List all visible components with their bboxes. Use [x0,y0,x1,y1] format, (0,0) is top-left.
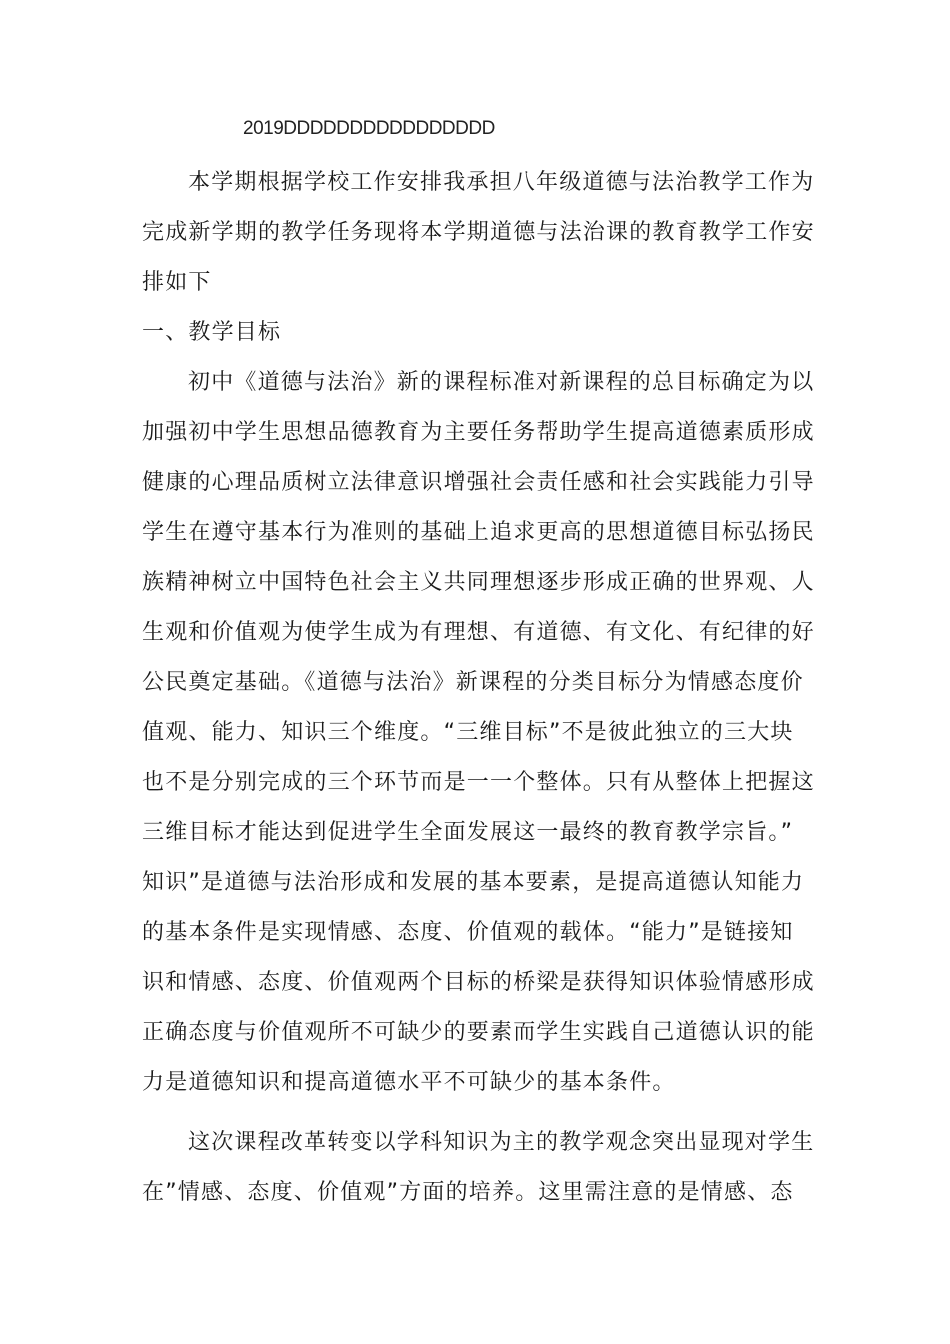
text-line: 力是道德知识和提高道德水平不可缺少的基本条件。 [142,1070,676,1095]
text-line: 健康的心理品质树立法律意识增强社会责任感和社会实践能力引导 [142,470,815,495]
text-line: 初中《道德与法治》新的课程标准对新课程的总目标确定为以 [188,370,815,395]
section-heading [142,308,822,358]
paragraph-reform [142,1118,822,1218]
text-line: 排如下 [142,270,212,295]
document-body [142,158,822,1218]
text-line: 完成新学期的教学任务现将本学期道德与法治课的教育教学工作安 [142,220,815,245]
paragraph-objectives [142,358,822,1108]
document-title: 2019DDDDDDDDDDDDDDDD [243,118,495,139]
text-line: 在”情感、态度、价值观”方面的培养。这里需注意的是情感、态 [142,1180,794,1205]
text-line: 加强初中学生思想品德教育为主要任务帮助学生提高道德素质形成 [142,420,815,445]
section-heading-text: 一、教学目标 [142,320,282,345]
text-line: 本学期根据学校工作安排我承担八年级道德与法治教学工作为 [188,170,815,195]
text-line: 三维目标才能达到促进学生全面发展这一最终的教育教学宗旨。” [142,820,794,845]
text-line: 公民奠定基础。《道德与法治》新课程的分类目标分为情感态度价 [142,670,804,695]
text-line: 也不是分别完成的三个环节而是一一个整体。只有从整体上把握这 [142,770,815,795]
text-line: 生观和价值观为使学生成为有理想、有道德、有文化、有纪律的好 [142,620,815,645]
text-line: 学生在遵守基本行为准则的基础上追求更高的思想道德目标弘扬民 [142,520,815,545]
paragraph-spacer [142,1108,822,1118]
text-line: 族精神树立中国特色社会主义共同理想逐步形成正确的世界观、人 [142,570,815,595]
text-line: 识和情感、态度、价值观两个目标的桥梁是获得知识体验情感形成 [142,970,815,995]
text-line: 这次课程改革转变以学科知识为主的教学观念突出显现对学生 [188,1130,815,1155]
text-line: 值观、能力、知识三个维度。“三维目标”不是彼此独立的三大块 [142,720,794,745]
text-line: 正确态度与价值观所不可缺少的要素而学生实践自己道德认识的能 [142,1020,815,1045]
text-line: 的基本条件是实现情感、态度、价值观的载体。“能力”是链接知 [142,920,794,945]
intro-paragraph [142,158,822,308]
text-line: 知识”是道德与法治形成和发展的基本要素，是提高道德认知能力 [142,870,805,895]
